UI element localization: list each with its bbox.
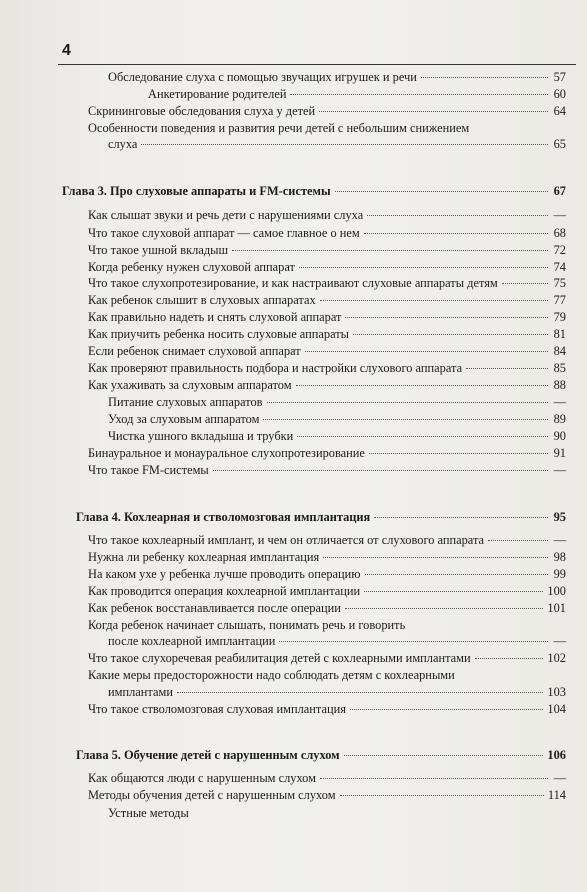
toc-entry-text: Как проводится операция кохлеарной имплантации: [88, 584, 361, 598]
dot-leader: [475, 658, 544, 659]
toc-entry: [88, 243, 566, 257]
toc-chapter: [62, 184, 566, 198]
page-ref: 103: [547, 685, 566, 699]
page-ref: 99: [553, 567, 566, 581]
page-ref: —: [553, 463, 566, 477]
page-ref: 95: [553, 510, 566, 524]
toc-entry: [88, 463, 566, 477]
toc-entry-text: Какие меры предосторожности надо соблюдать детям с кохлеарными: [88, 668, 455, 682]
page-ref: 88: [553, 378, 566, 392]
toc-entry-text: Методы обучения детей с нарушенным слухом: [88, 788, 336, 802]
toc-entry: [88, 260, 566, 274]
toc-chapter: [76, 510, 566, 524]
dot-leader: [297, 436, 548, 437]
dot-leader: [320, 300, 548, 301]
toc-entry-text: Обследование слуха с помощью звучащих игрушек и речи: [108, 70, 417, 84]
page-ref: 106: [547, 748, 566, 762]
toc-entry: [108, 634, 566, 648]
dot-leader: [374, 517, 548, 518]
toc-entry: [108, 685, 566, 699]
toc-entry: [88, 446, 566, 460]
dot-leader: [502, 283, 548, 284]
toc-entry: [108, 429, 566, 443]
toc-entry: [88, 584, 566, 598]
toc-entry-text: Что такое слухопротезирование, и как настраивают слуховые аппараты детям: [88, 276, 498, 290]
toc-entry-text: Что такое ушной вкладыш: [88, 243, 229, 257]
toc-entry: [88, 104, 566, 118]
toc-entry: [88, 601, 566, 615]
page-ref: 114: [547, 788, 566, 802]
toc-entry-text: Как общаются люди с нарушенным слухом: [88, 771, 316, 785]
dot-leader: [364, 591, 543, 592]
toc-entry-text: Как ухаживать за слуховым аппаратом: [88, 378, 292, 392]
dot-leader: [353, 334, 548, 335]
toc-entry: [88, 276, 566, 290]
toc-entry: [88, 378, 566, 392]
dot-leader: [345, 608, 544, 609]
toc-entry-text: Чистка ушного вкладыша и трубки: [108, 429, 294, 443]
page-ref: 67: [553, 184, 566, 198]
dot-leader: [323, 557, 548, 558]
dot-leader: [344, 755, 544, 756]
dot-leader: [267, 402, 548, 403]
toc-chapter: [76, 748, 566, 762]
dot-leader: [345, 317, 548, 318]
page-ref: 100: [547, 584, 566, 598]
toc-entry: [88, 533, 566, 547]
page-ref: 74: [553, 260, 566, 274]
page-ref: 91: [553, 446, 566, 460]
toc-entry-text: Особенности поведения и развития речи детей с небольшим снижением: [88, 121, 470, 135]
dot-leader: [320, 778, 548, 779]
page-number: 4: [62, 42, 71, 59]
header-rule: [58, 64, 576, 65]
toc-entry: [148, 87, 566, 101]
toc-entry-text: Когда ребенку нужен слуховой аппарат: [88, 260, 295, 274]
toc-entry: [108, 395, 566, 409]
page-ref: —: [553, 208, 566, 222]
dot-leader: [466, 368, 548, 369]
dot-leader: [365, 574, 548, 575]
toc-entry-text: Что такое слуховой аппарат — самое главное о нем: [88, 226, 360, 240]
toc-entry-text: Как приучить ребенка носить слуховые аппараты: [88, 327, 350, 341]
page-ref: 65: [553, 137, 566, 151]
toc-entry-text: Что такое слухоречевая реабилитация детей с кохлеарными имплантами: [88, 651, 471, 665]
page-ref: 89: [553, 412, 566, 426]
dot-leader: [421, 77, 548, 78]
toc-entry: [108, 806, 189, 820]
toc-entry-text: Устные методы: [108, 806, 189, 820]
toc-entry: [108, 70, 566, 84]
toc-entry-text: Когда ребенок начинает слышать, понимать речь и говорить: [88, 618, 406, 632]
page-ref: 98: [553, 550, 566, 564]
dot-leader: [263, 419, 548, 420]
page-ref: 57: [553, 70, 566, 84]
dot-leader: [213, 470, 548, 471]
toc-entry-text: после кохлеарной имплантации: [108, 634, 276, 648]
toc-entry: [88, 344, 566, 358]
page-ref: 79: [553, 310, 566, 324]
dot-leader: [305, 351, 548, 352]
toc-entry: [88, 310, 566, 324]
page-ref: —: [553, 771, 566, 785]
toc-entry: [88, 327, 566, 341]
toc-entry-text: На каком ухе у ребенка лучше проводить операцию: [88, 567, 361, 581]
dot-leader: [350, 709, 543, 710]
dot-leader: [335, 191, 548, 192]
dot-leader: [488, 540, 548, 541]
toc-entry-text: Как проверяют правильность подбора и настройки слухового аппарата: [88, 361, 463, 375]
dot-leader: [232, 250, 548, 251]
chapter-title: Глава 5. Обучение детей с нарушенным слухом: [76, 748, 340, 762]
page-ref: 84: [553, 344, 566, 358]
toc-entry-text: Как ребенок восстанавливается после операции: [88, 601, 341, 615]
toc-entry-text: Что такое кохлеарный имплант, и чем он отличается от слухового аппарата: [88, 533, 485, 547]
toc-entry: [88, 771, 566, 785]
toc-entry-text: Что такое FM-системы: [88, 463, 209, 477]
toc-entry-text: имплантами: [108, 685, 173, 699]
toc-entry-text: Анкетирование родителей: [148, 87, 287, 101]
dot-leader: [364, 233, 548, 234]
toc-entry-text: слуха: [108, 137, 138, 151]
page-ref: 85: [553, 361, 566, 375]
dot-leader: [296, 385, 548, 386]
page-ref: 68: [553, 226, 566, 240]
page-ref: 75: [553, 276, 566, 290]
toc-entry: [88, 651, 566, 665]
dot-leader: [141, 144, 548, 145]
toc-entry-text: Как ребенок слышит в слуховых аппаратах: [88, 293, 316, 307]
toc-entry: [88, 226, 566, 240]
page-ref: —: [553, 634, 566, 648]
toc-entry-text: Как слышат звуки и речь дети с нарушениями слуха: [88, 208, 364, 222]
page-ref: 81: [553, 327, 566, 341]
toc-entry-text: Питание слуховых аппаратов: [108, 395, 263, 409]
chapter-title: Глава 3. Про слуховые аппараты и FM-системы: [62, 184, 331, 198]
page-ref: —: [553, 395, 566, 409]
page-ref: 104: [547, 702, 566, 716]
toc-entry: [88, 208, 566, 222]
dot-leader: [299, 267, 548, 268]
toc-entry: [88, 550, 566, 564]
dot-leader: [319, 111, 548, 112]
dot-leader: [279, 641, 548, 642]
toc-entry-text: Бинауральное и монауральное слухопротезирование: [88, 446, 365, 460]
page-ref: —: [553, 533, 566, 547]
toc-entry: [88, 788, 566, 802]
dot-leader: [177, 692, 543, 693]
toc-entry: [108, 137, 566, 151]
toc-entry-text: Если ребенок снимает слуховой аппарат: [88, 344, 301, 358]
dot-leader: [369, 453, 548, 454]
dot-leader: [367, 215, 548, 216]
toc-entry-text: Уход за слуховым аппаратом: [108, 412, 260, 426]
page-ref: 90: [553, 429, 566, 443]
page-ref: 77: [553, 293, 566, 307]
toc-entry-text: Нужна ли ребенку кохлеарная имплантация: [88, 550, 320, 564]
toc-entry: [88, 702, 566, 716]
chapter-title: Глава 4. Кохлеарная и стволомозговая имплантация: [76, 510, 371, 524]
toc-entry-text: Что такое стволомозговая слуховая имплантация: [88, 702, 346, 716]
dot-leader: [340, 795, 544, 796]
toc-entry-text: Скрининговые обследования слуха у детей: [88, 104, 316, 118]
page-ref: 102: [547, 651, 566, 665]
toc-entry: [88, 361, 566, 375]
toc-entry: [88, 567, 566, 581]
page-ref: 64: [553, 104, 566, 118]
page-ref: 101: [547, 601, 566, 615]
toc-entry: [88, 293, 566, 307]
toc-entry-text: Как правильно надеть и снять слуховой аппарат: [88, 310, 342, 324]
page-ref: 60: [553, 87, 566, 101]
dot-leader: [290, 94, 548, 95]
page-ref: 72: [553, 243, 566, 257]
toc-entry: [108, 412, 566, 426]
